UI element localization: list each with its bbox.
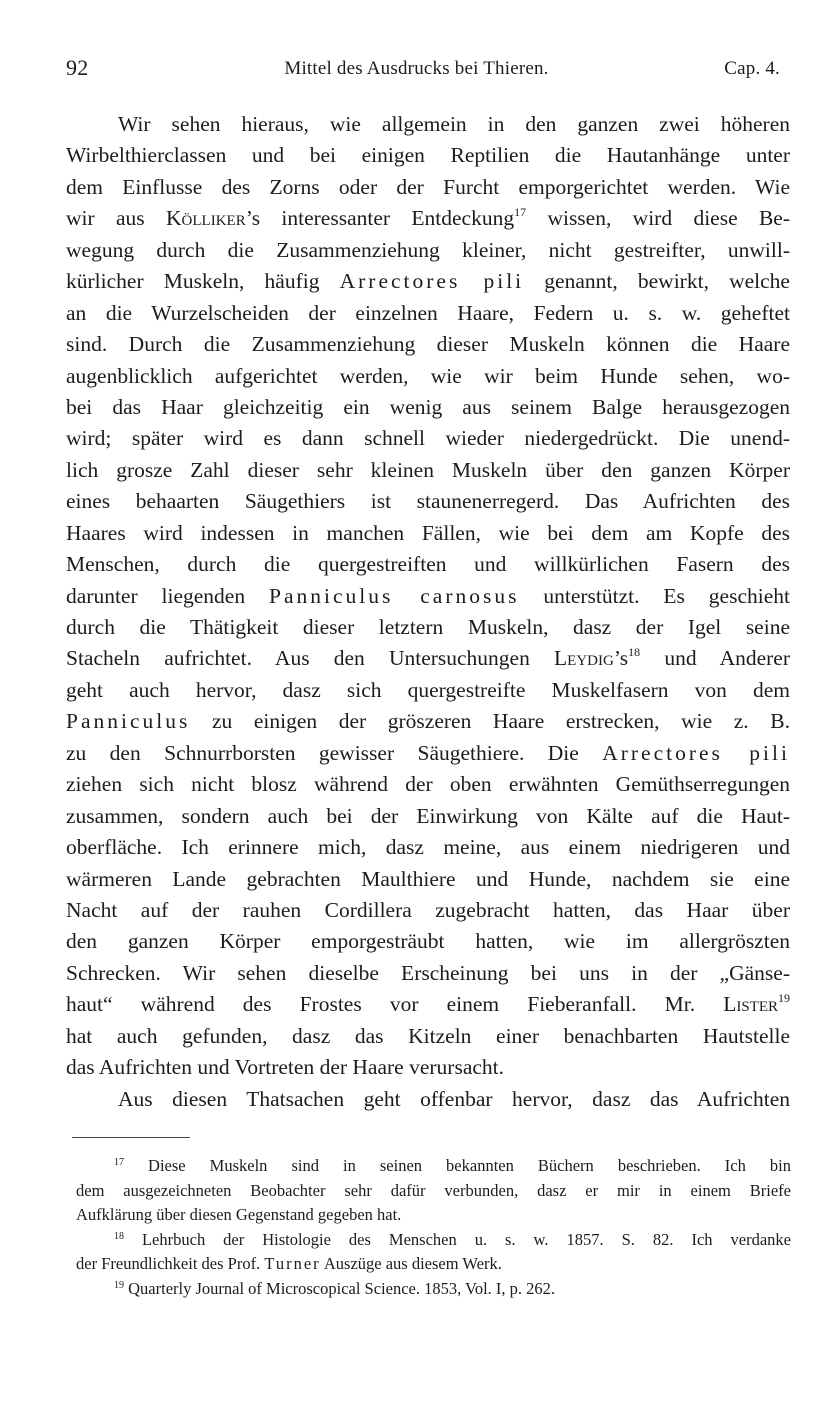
footnote-line: Aufklärung über diesen Gegenstand gegeben hat. [76, 1205, 402, 1224]
footnote-marker: 18 [114, 1230, 124, 1242]
spaced-term: Panniculus [66, 709, 191, 734]
text-line: zusammen, sondern auch bei der Einwirkung von Kälte auf die Haut- [66, 803, 790, 828]
footnote-line: $^{17}$ Diese Muskeln sind in seinen bekannten Büchern beschrieben. Ich bin [114, 1156, 791, 1175]
text-line: Aus diesen Thatsachen geht offenbar hervor, dasz das Aufrichten [118, 1086, 790, 1111]
text-line: Menschen, durch die quergestreiften und willkürlichen Fasern des [66, 552, 790, 577]
text-line: hat auch gefunden, dasz das Kitzeln einer benachbarten Hautstelle [66, 1023, 790, 1048]
footnote-line: $^{18}$ Lehrbuch der Histologie des Menschen u. s. w. 1857. S. 82. Ich verdanke [114, 1229, 791, 1249]
text-line: kürlicher Muskeln, häufig Arrectores pili genannt, bewirkt, welche [66, 269, 790, 294]
text-line: Stacheln aufrichtet. Aus den Untersuchungen $Leydig’s^{18}$ und Anderer [66, 645, 791, 671]
text-line: Wir sehen hieraus, wie allgemein in den ganzen zwei höheren [118, 112, 790, 136]
footnote-marker: 19 [114, 1279, 124, 1291]
spaced-term: Arrectores pili [339, 269, 525, 294]
spaced-name: Turner [264, 1254, 321, 1273]
text-line: darunter liegenden Panniculus carnosus unterstützt. Es geschieht [66, 583, 790, 608]
footnote-ref: 18 [628, 645, 641, 660]
footnote-line: $^{19}$ Quarterly Journal of Microscopical Science. 1853, Vol. I, p. 262. [114, 1278, 556, 1298]
text-line: eines behaarten Säugethiers ist staunenerregerd. Das Aufrichten des [66, 489, 790, 514]
text-line: Panniculus zu einigen der gröszeren Haare erstrecken, wie z. B. [66, 709, 790, 734]
text-line: dem Einflusse des Zorns oder der Furcht emporgerichtet werden. Wie [66, 174, 790, 199]
footnotes [76, 1154, 791, 1301]
text-line: Nacht auf der rauhen Cordillera zugebracht hatten, das Haar über [66, 897, 790, 922]
text-line: wird; später wird es dann schnell wieder niedergedrückt. Die unend- [66, 426, 790, 451]
page-number: 92 [66, 55, 89, 80]
footnote-marker: 17 [114, 1157, 124, 1168]
main-text [66, 109, 790, 1115]
text-line: wegung durch die Zusammenziehung kleiner, nicht gestreifter, unwill- [66, 237, 790, 262]
footnote-line: der Freundlichkeit des Prof. Turner Auszüge aus diesem Werk. [76, 1254, 502, 1273]
text-line: bei das Haar gleichzeitig ein wenig aus seinem Balge herausgezogen [66, 394, 790, 419]
author-name: Lister [723, 992, 778, 1017]
text-line: den ganzen Körper emporgesträubt hatten, wie im allergröszten [66, 929, 790, 954]
text-line: Wirbelthierclassen und bei einigen Reptilien die Hautanhänge unter [66, 143, 790, 168]
text-line: wärmeren Lande gebrachten Maulthiere und Hunde, nachdem sie eine [66, 866, 790, 891]
text-line: augenblicklich aufgerichtet werden, wie wir beim Hunde sehen, wo- [66, 363, 790, 388]
chapter-label: Cap. 4. [724, 58, 780, 79]
author-name: Kölliker [166, 206, 246, 231]
text-line: an die Wurzelscheiden der einzelnen Haare, Federn u. s. w. geheftet [66, 300, 790, 325]
text-line: Schrecken. Wir sehen dieselbe Erscheinung bei uns in der „Gänse- [66, 960, 790, 985]
text-line: zu den Schnurrborsten gewisser Säugethiere. Die Arrectores pili [66, 740, 790, 765]
text-line: geht auch hervor, dasz sich quergestreifte Muskelfasern von dem [66, 677, 790, 702]
author-name: Leydig [554, 646, 614, 671]
running-title: Mittel des Ausdrucks bei Thieren. [284, 58, 549, 79]
footnote-ref: 17 [514, 205, 527, 220]
spaced-term: Arrectores pili [602, 740, 790, 765]
text-line: das Aufrichten und Vortreten der Haare verursacht. [66, 1055, 504, 1080]
text-line: oberfläche. Ich erinnere mich, dasz meine, aus einem niedrigeren und [66, 835, 790, 860]
text-line: ziehen sich nicht blosz während der oben erwähnten Gemüthserregungen [66, 772, 790, 797]
text-line: Haares wird indessen in manchen Fällen, wie bei dem am Kopfe des [66, 520, 790, 545]
text-line: sind. Durch die Zusammenziehung dieser Muskeln können die Haare [66, 332, 790, 357]
text-line: haut“ während des Frostes vor einem Fieberanfall. Mr. Lister$^{19}$ [66, 991, 790, 1017]
footnote-divider [72, 1137, 190, 1138]
footnote-ref: 19 [778, 991, 790, 1006]
text-line: lich grosze Zahl dieser sehr kleinen Muskeln über den ganzen Körper [66, 457, 790, 482]
footnote-line: dem ausgezeichneten Beobachter sehr dafür verbunden, dasz er mir in einem Briefe [76, 1180, 791, 1200]
text-line: durch die Thätigkeit dieser letztern Muskeln, dasz der Igel seine [66, 615, 790, 639]
spaced-term: Panniculus carnosus [269, 583, 520, 608]
text-line: wir aus Kölliker’s interessanter Entdeckung$^{17}$ wissen, wird diese Be- [66, 205, 791, 231]
